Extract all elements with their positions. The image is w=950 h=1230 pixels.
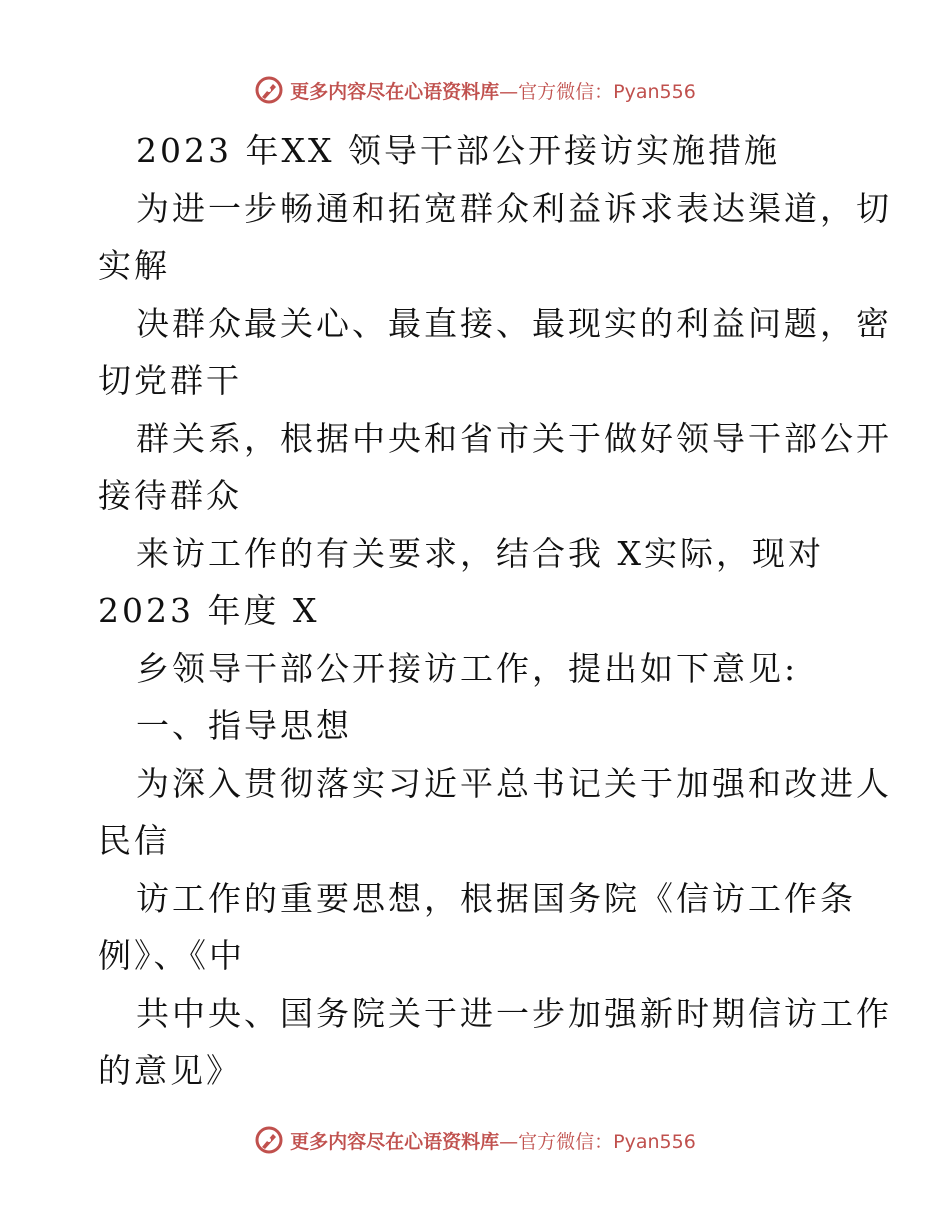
- doc-line: 乡领导干部公开接访工作，提出如下意见:: [136, 648, 799, 688]
- section-heading: 一、指导思想: [136, 706, 352, 745]
- doc-line: 的意见》: [98, 1051, 242, 1090]
- watermark-banner-top: [0, 70, 950, 110]
- doc-line: 共中央、国务院关于进一步加强新时期信访工作: [136, 993, 892, 1033]
- doc-line: 来访工作的有关要求，结合我 X实际，现对: [136, 533, 824, 573]
- pen-nib-circle-icon: [254, 1125, 284, 1155]
- watermark-sub-text: —官方微信：Pyan556: [499, 80, 696, 103]
- doc-line: 实解: [98, 246, 170, 285]
- doc-line: 访工作的重要思想，根据国务院《信访工作条: [136, 878, 856, 918]
- pen-nib-circle-icon: [254, 75, 284, 105]
- doc-line: 切党群干: [98, 361, 242, 400]
- document-body: [98, 122, 892, 1100]
- doc-line: 2023 年度 X: [98, 591, 320, 630]
- watermark-main-text: 更多内容尽在心语资料库: [290, 1130, 500, 1153]
- watermark-main-text: 更多内容尽在心语资料库: [290, 80, 500, 103]
- watermark-sub-text: —官方微信：Pyan556: [499, 1130, 696, 1153]
- doc-line: 民信: [98, 821, 170, 860]
- doc-line: 决群众最关心、最直接、最现实的利益问题，密: [136, 303, 892, 343]
- doc-title: 2023 年XX 领导干部公开接访实施措施: [136, 131, 780, 170]
- doc-line: 例》、《中: [98, 936, 245, 975]
- doc-line: 接待群众: [98, 476, 242, 515]
- doc-line: 为进一步畅通和拓宽群众利益诉求表达渠道，切: [136, 188, 892, 228]
- doc-line: 为深入贯彻落实习近平总书记关于加强和改进人: [136, 763, 892, 803]
- doc-line: 群关系，根据中央和省市关于做好领导干部公开: [136, 418, 892, 458]
- watermark-banner-bottom: [0, 1120, 950, 1160]
